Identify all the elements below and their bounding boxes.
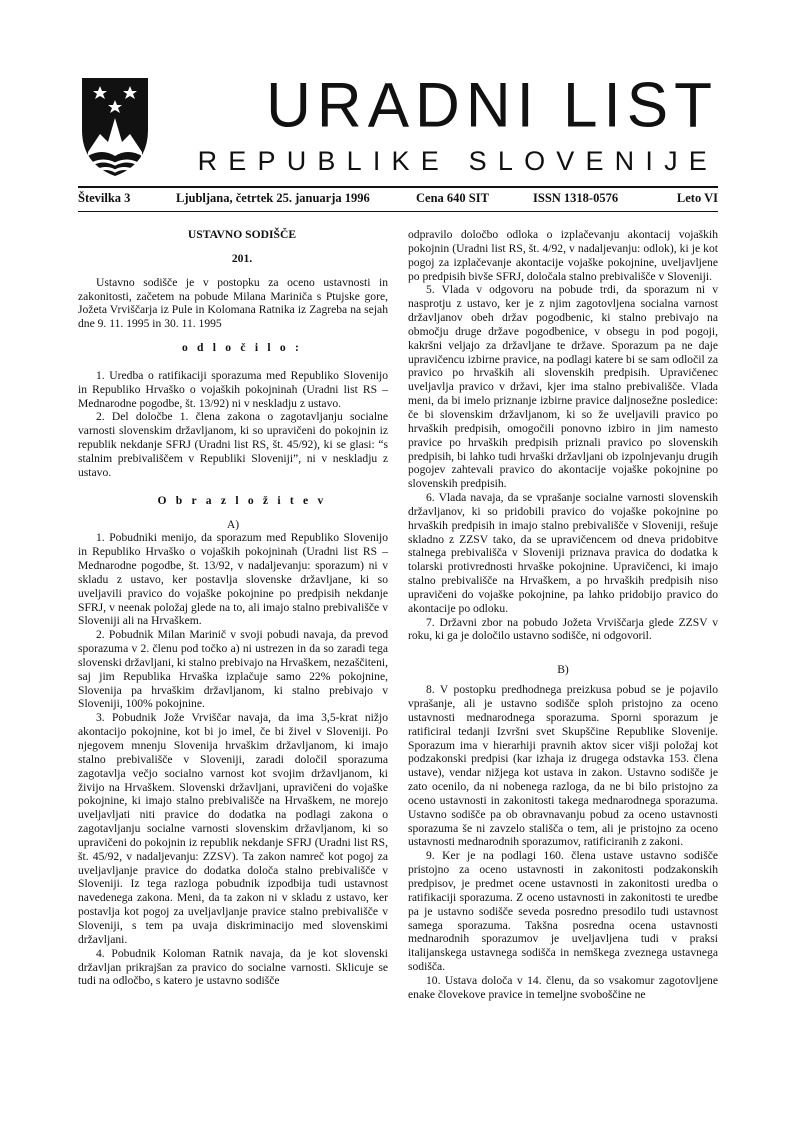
reasons-heading: O b r a z l o ž i t e v — [157, 493, 327, 507]
paragraph-7: 7. Državni zbor na pobudo Jožeta Vrviščarja glede ZZSV v roku, ki ga je določilo ustavno sodišče, ni odgovoril. — [408, 615, 718, 643]
paragraph-10: 10. Ustava določa v 14. členu, da so vsakomur zagotovljene enake človekove pravice in temeljne svoboščine ne — [408, 973, 718, 1001]
decision-point-2: 2. Del določbe 1. člena zakona o zagotavljanju socialne varnosti slovenskim državljanom, ki so upravičeni do pokojnin iz republik nekdanje SFRJ (Uradni list RS, št. 45/92), ki se glasi: “s stalnim prebivališčem v Republiki Sloveniji”, ni v neskladju z ustavo. — [78, 410, 388, 479]
act-number: 201. — [231, 251, 253, 265]
court-heading: USTAVNO SODIŠČE — [187, 228, 297, 241]
paragraph-3: 3. Pobudnik Jože Vrviščar navaja, da ima 3,5-krat nižjo akontacijo pokojnine, kot bi jo imel, če bi živel v Sloveniji. Po njegovem mnenju Slovenija hrvaškim državljanom, ki imajo stalno prebivališče v Sloveniji, zaradi določil sporazuma zagotavlja večjo socialno varnost kot svojim državljanom, ki živijo na Hrvaškem. Slovenski državljani, upravičeni do vojaške pokojnine, ki imajo stalno prebivališče na Hrvaškem, ne morejo uveljavljati niti pravice do dodatka na podlagi zakona o zagotavljanju socialne varnosti slovenskim državljanom, ki so upravičeni do pokojnin iz republik nekdanje SFRJ (Uradni list RS, št. 45/92, v nadaljevanju: ZZSV). Ta zakon namreč kot pogoj za uveljavljanje pravice do dodatka določa stalno prebivališče v Sloveniji. Iz tega razloga pobudnik izpodbija tudi ustavnost navedenega zakona. Meni, da ta zakon ni v skladu z ustavo, ker postavlja kot pogoj za uveljavljanje pravice stalno prebivališče v Sloveniji, s tem pa uvaja diskriminacijo med slovenskimi državljani. — [78, 711, 388, 946]
publication-title: URADNI LIST — [266, 70, 718, 141]
paragraph-2: 2. Pobudnik Milan Marinič v svoji pobudi navaja, da prevod sporazuma v 2. členu pod točko a) ni ustrezen in da so zaradi tega slovenski državljani, ki stalno prebivajo na Hrvaškem, nezaščiteni, saj jim Republika Hrvaška izplačuje samo 22% pokojnine, Slovenija pa hrvaškim državljanom, ki stalno prebivajo v Sloveniji, 100% pokojnine. — [78, 628, 388, 711]
issue-price: Cena 640 SIT — [416, 191, 489, 205]
issn: ISSN 1318-0576 — [533, 191, 619, 205]
section-b-heading: B) — [557, 663, 569, 677]
section-a-heading: A) — [226, 517, 240, 531]
header-rule-top — [78, 186, 718, 188]
coat-of-arms-icon — [78, 72, 152, 178]
right-column — [408, 228, 718, 1002]
decision-point-1: 1. Uredba o ratifikaciji sporazuma med Republiko Slovenijo in Republiko Hrvaško o vojaških pokojninah (Uradni list RS – Mednarodne pogodbe, št. 13/92) ni v neskladju z ustavo. — [78, 368, 388, 410]
volume: Leto VI — [676, 191, 718, 205]
paragraph-4: 4. Pobudnik Koloman Ratnik navaja, da je kot slovenski državljan prikrajšan za pravico do socialne varnosti. Sklicuje se tudi na odločbo, s katero je ustavno sodišče — [78, 946, 388, 988]
paragraph-4-continued: odpravilo določbo odloka o izplačevanju akontacij vojaških pokojnin (Uradni list RS, št. 4/92, v nadaljevanju: odlok), ki je kot pogoj za izplačevanje akontacije vojaške pokojnine, uveljavljene po predpisih bivše SFRJ, določala stalno prebivališče v Sloveniji. — [408, 228, 718, 283]
decision-heading: o d l o č i l o : — [181, 341, 303, 355]
paragraph-6: 6. Vlada navaja, da se vprašanje socialne varnosti slovenskih državljanov, ki so pridobili pravico do vojaške pokojnine po hrvaških predpisih in imajo stalno prebivališče v Sloveniji, rešuje skladno z ZZSV tako, da se upravičencem od dneva pridobitve stalnega prebivališča v Sloveniji priznava pravica do dodatka k tolarski protivrednosti hrvaške pokojnine. Upravičenci, ki imajo stalno prebivališče na Hrvaškem, a po hrvaških predpisih niso upravičeni do vojaške pokojnine, pa lahko pridobijo pravico do akontacije po odloku. — [408, 491, 718, 615]
header-rule-bottom — [78, 211, 718, 212]
issue-date: Ljubljana, četrtek 25. januarja 1996 — [176, 191, 370, 205]
issue-number: Številka 3 — [78, 191, 131, 205]
paragraph-1: 1. Pobudniki menijo, da sporazum med Republiko Slovenijo in Republiko Hrvaško o vojaških pokojninah (Uradni list RS – Mednarodne pogodbe, št. 13/92, v nadaljevanju: sporazum) ni v skladu z ustavo, ker postavlja slovenske državljane, ki so uveljavili pravico do vojaške pokojnine po predpisih nekdanje SFRJ, v neenak položaj glede na to, ali imajo stalno prebivališče v Sloveniji ali na Hrvaškem. — [78, 531, 388, 628]
intro-paragraph: Ustavno sodišče je v postopku za oceno ustavnosti in zakonitosti, začetem na pobude Milana Mariniča s Ptujske gore, Jožeta Vrviščarja iz Pule in Kolomana Ratnika iz Zagreba na sejah dne 9. 11. 1995 in 30. 11. 1995 — [78, 275, 388, 331]
paragraph-9: 9. Ker je na podlagi 160. člena ustave ustavno sodišče pristojno za oceno ustavnosti in zakonitosti podzakonskih predpisov, je predmet ocene ustavnosti in zakonitosti uredba o ratifikaciji sporazuma. Z oceno ustavnosti in zakonitosti te uredbe pa je ustavno sodišče seveda posredno presodilo tudi ustavnost samega sporazuma. Takšna posredna ocena ustavnosti mednarodnih sporazumov je uveljavljena tudi v praksi italijanskega ustavnega sodišča in nemškega zveznega ustavnega sodišča. — [408, 849, 718, 974]
publication-subtitle: REPUBLIKE SLOVENIJE — [197, 146, 718, 176]
paragraph-5: 5. Vlada v odgovoru na pobude trdi, da sporazum ni v nasprotju z ustavo, ker je z njim zagotovljena socialna varnost državljanov obeh držav pogodbenic, ki stalno prebivajo na območju druge države pogodbenice, v obsegu in pod pogoji, kakršni veljajo za državljane te države. Sporazum pa ne daje upravičencu izbirne pravice, na podlagi katere bi se sam odločil za pravico po hrvaških ali slovenskih predpisih. Upravičenec uveljavlja pravico v državi, kjer ima stalno prebivališče. Vlada meni, da bi imelo priznanje izbirne pravice daljnosežne posledice: če bi slovenskim državljanom, ki so že uveljavili pravico po hrvaških predpisih, omogočili ponovno izbiro in jim namesto pravice po hrvaških predpisih priznali pravico po slovenskih predpisih, bi lahko tudi hrvaški državljani ob izpolnjevanju drugih pogojev zahtevali pravico do akontacije vojaške pokojnine po slovenskih predpisih. — [408, 283, 718, 491]
issue-info-line — [78, 191, 718, 209]
paragraph-8: 8. V postopku predhodnega preizkusa pobud se je pojavilo vprašanje, ali je ustavno sodišče sploh pristojno za oceno ustavnosti mednarodnega sporazuma. Sporni sporazum je ratificiral tedanji Izvršni svet Skupščine Republike Slovenije. Sporazum ima v hierarhiji pravnih aktov sicer višji položaj kot podzakonski predpisi (kar izhaja iz drugega odstavka 153. člena ustave), vendar nižjega kot ustava in zakon. Ustavno sodišče je zato ocenilo, da ni nobenega razloga, da ne bi bilo pristojno za oceno ustavnosti in zakonitosti takega mednarodnega sporazuma. Ustavno sodišče pa ob obravnavanju pobud za oceno ustavnosti sporazuma še ni zavzelo stališča o tem, ali je pristojno za oceno ustavnosti mednarodnih sporazumov, ratificiranih z zakoni. — [408, 683, 718, 849]
masthead — [78, 72, 718, 184]
left-column — [78, 228, 388, 988]
